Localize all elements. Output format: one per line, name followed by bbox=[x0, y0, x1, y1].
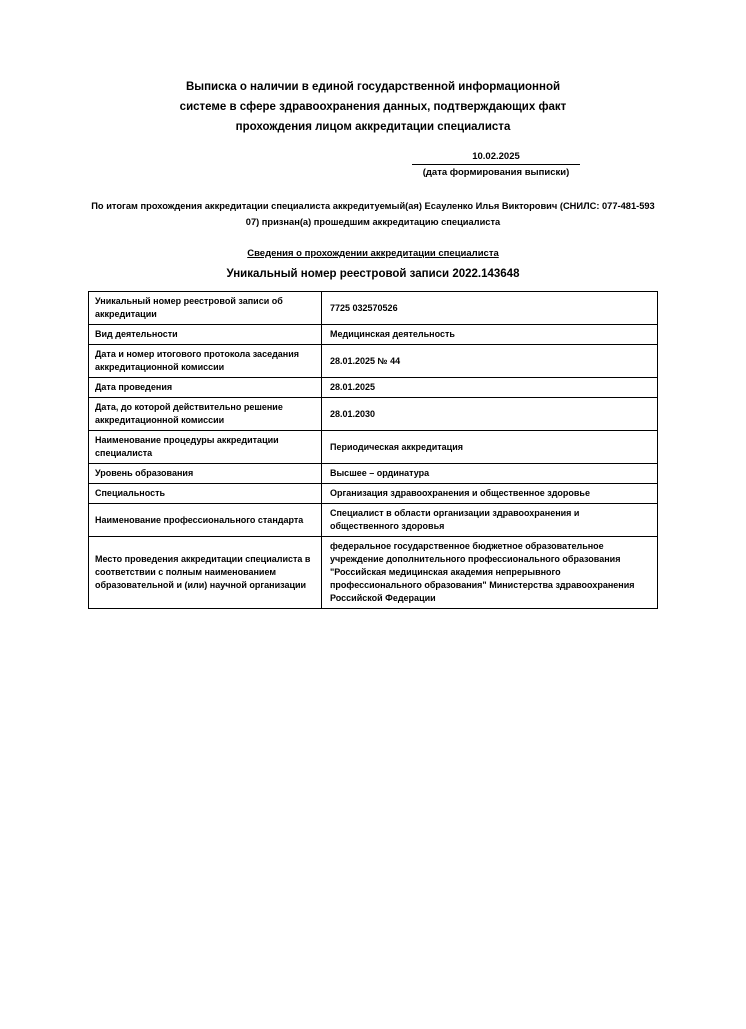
table-row bbox=[89, 464, 658, 484]
row-value: 28.01.2030 bbox=[322, 398, 658, 431]
row-value: Организация здравоохранения и общественное здоровье bbox=[322, 484, 658, 504]
row-label: Дата, до которой действительно решение аккредитационной комиссии bbox=[89, 398, 322, 431]
extract-date: 10.02.2025 bbox=[412, 150, 580, 165]
accreditation-table bbox=[88, 291, 658, 609]
row-label: Уровень образования bbox=[89, 464, 322, 484]
row-label: Специальность bbox=[89, 484, 322, 504]
table-row bbox=[89, 292, 658, 325]
document-title bbox=[0, 0, 746, 137]
row-label: Дата проведения bbox=[89, 378, 322, 398]
extract-date-caption: (дата формирования выписки) bbox=[422, 167, 570, 178]
row-value: федеральное государственное бюджетное образовательное учреждение дополнительного профессионального образования "Российская медицинская академия непрерывного профессионального образования" Министерства здравоохранения Российской Федерации bbox=[322, 537, 658, 609]
row-label: Наименование процедуры аккредитации специалиста bbox=[89, 431, 322, 464]
table-row bbox=[89, 398, 658, 431]
intro-paragraph: По итогам прохождения аккредитации специалиста аккредитуемый(ая) Есауленко Илья Викторович (СНИЛС: 077-481-593 07) признан(а) прошедшим аккредитацию специалиста bbox=[91, 201, 655, 227]
row-value: Специалист в области организации здравоохранения и общественного здоровья bbox=[322, 504, 658, 537]
extract-date-block bbox=[412, 150, 580, 179]
section-heading: Сведения о прохождении аккредитации специалиста bbox=[247, 248, 499, 259]
row-value: Высшее – ординатура bbox=[322, 464, 658, 484]
document-title-line: Выписка о наличии в единой государственной информационной bbox=[185, 81, 561, 93]
row-label: Вид деятельности bbox=[89, 325, 322, 345]
row-value: 7725 032570526 bbox=[322, 292, 658, 325]
table-row bbox=[89, 378, 658, 398]
row-value: 28.01.2025 bbox=[322, 378, 658, 398]
row-label: Уникальный номер реестровой записи об аккредитации bbox=[89, 292, 322, 325]
document-title-line: системе в сфере здравоохранения данных, подтверждающих факт bbox=[179, 101, 567, 113]
table-row bbox=[89, 484, 658, 504]
row-value: Медицинская деятельность bbox=[322, 325, 658, 345]
row-label: Наименование профессионального стандарта bbox=[89, 504, 322, 537]
table-row bbox=[89, 431, 658, 464]
row-label: Дата и номер итогового протокола заседания аккредитационной комиссии bbox=[89, 345, 322, 378]
table-row bbox=[89, 537, 658, 609]
row-label: Место проведения аккредитации специалиста в соответствии с полным наименованием образовательной и (или) научной организации bbox=[89, 537, 322, 609]
table-row bbox=[89, 504, 658, 537]
row-value: 28.01.2025 № 44 bbox=[322, 345, 658, 378]
table-row bbox=[89, 325, 658, 345]
row-value: Периодическая аккредитация bbox=[322, 431, 658, 464]
registry-number-heading: Уникальный номер реестровой записи 2022.143648 bbox=[226, 268, 520, 280]
accreditation-table-body bbox=[89, 292, 658, 609]
document-title-line: прохождения лицом аккредитации специалиста bbox=[235, 121, 511, 133]
table-row bbox=[89, 345, 658, 378]
